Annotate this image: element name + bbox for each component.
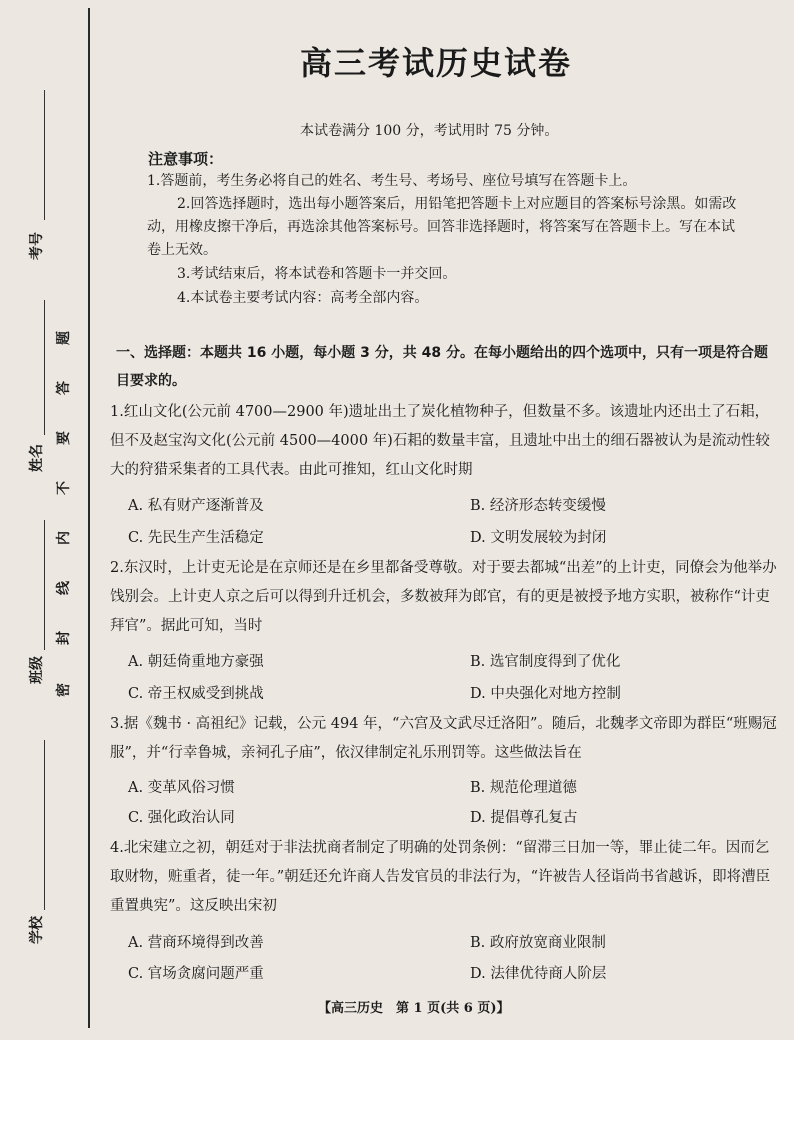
- option-c: C. 先民生产生活稳定: [128, 530, 264, 546]
- option-c: C. 帝王权威受到挑战: [128, 686, 264, 702]
- notice-item: 1.答题前，考生务必将自己的姓名、考生号、考场号、座位号填写在答题卡上。: [147, 173, 637, 189]
- seal-char: 封: [56, 631, 72, 645]
- school-line: [44, 740, 45, 910]
- seal-char: 密: [56, 683, 72, 697]
- page-footer: 【高三历史 第 1 页(共 6 页)】: [318, 1001, 510, 1016]
- notice-item: 2.回答选择题时，选出每小题答案后，用铅笔把答题卡上对应题目的答案标号涂黑。如需改动，用橡皮擦干净后，再选涂其他答案标号。回答非选择题时，将答案写在答题卡上。写在本试卷上无效。: [147, 196, 737, 258]
- option-c: C. 强化政治认同: [128, 810, 235, 826]
- notice-item: 4.本试卷主要考试内容：高考全部内容。: [177, 290, 429, 306]
- school-label: 学校: [29, 916, 45, 944]
- seal-char: 答: [56, 381, 72, 395]
- option-b: B. 经济形态转变缓慢: [470, 498, 606, 514]
- name-line: [44, 300, 45, 435]
- page-title: 高三考试历史试卷: [300, 44, 573, 82]
- name-label: 姓名: [29, 444, 45, 472]
- option-b: B. 政府放宽商业限制: [470, 935, 606, 951]
- option-a: A. 营商环境得到改善: [128, 935, 264, 951]
- binding-line: [88, 8, 90, 1028]
- option-d: D. 法律优待商人阶层: [470, 966, 607, 982]
- exam-number-line: [44, 90, 45, 220]
- seal-char: 线: [56, 581, 72, 595]
- option-d: D. 中央强化对地方控制: [470, 686, 621, 702]
- seal-char: 不: [56, 481, 72, 495]
- option-d: D. 提倡尊孔复古: [470, 810, 578, 826]
- question-stem: 2.东汉时，上计吏无论是在京师还是在乡里都备受尊敬。对于要去都城“出差”的上计吏，同僚会为他举办饯别会。上计吏人京之后可以得到升迁机会，多数被拜为郎官，有的更是被授予地方实职，被称作“计吏拜官”。据此可知，当时: [110, 560, 777, 634]
- seal-char: 题: [56, 331, 72, 345]
- question-stem: 4.北宋建立之初，朝廷对于非法扰商者制定了明确的处罚条例：“留滞三日加一等，罪止徒二年。因而乞取财物，赃重者，徒一年。”朝廷还允许商人告发官员的非法行为，“许被告人径诣尚书省越诉，即将漕臣重置典宪”。这反映出宋初: [110, 840, 771, 914]
- score-info: 本试卷满分 100 分，考试用时 75 分钟。: [300, 123, 559, 139]
- class-label: 班级: [29, 656, 45, 684]
- seal-char: 要: [56, 431, 72, 445]
- notice-heading: 注意事项：: [148, 150, 224, 168]
- option-a: A. 朝廷倚重地方豪强: [128, 654, 264, 670]
- question-stem: 3.据《魏书 · 高祖纪》记载，公元 494 年，“六宫及文武尽迁洛阳”。随后，北魏孝文帝即为群臣“班赐冠服”，并“行幸鲁城，亲祠孔子庙”，依汉律制定礼乐刑罚等。这些做法旨在: [110, 716, 777, 761]
- option-b: B. 选官制度得到了优化: [470, 654, 621, 670]
- seal-char: 内: [56, 531, 72, 545]
- option-c: C. 官场贪腐问题严重: [128, 966, 264, 982]
- question-stem: 1.红山文化(公元前 4700—2900 年)遗址出土了炭化植物种子，但数量不多。该遗址内还出土了石耜，但不及赵宝沟文化(公元前 4500—4000 年)石耜的数量丰富，且遗址中出土的细石器被认为是流动性较大的狩猎采集者的工具代表。由此可推知，红山文化时期: [110, 404, 770, 478]
- option-b: B. 规范伦理道德: [470, 780, 577, 796]
- section-heading: 一、选择题：本题共 16 小题，每小题 3 分，共 48 分。在每小题给出的四个选项中，只有一项是符合题目要求的。: [116, 345, 768, 389]
- exam-number-label: 考号: [29, 232, 45, 260]
- option-a: A. 私有财产逐渐普及: [128, 498, 264, 514]
- option-a: A. 变革风俗习惯: [128, 780, 235, 796]
- notice-item: 3.考试结束后，将本试卷和答题卡一并交回。: [177, 266, 457, 282]
- option-d: D. 文明发展较为封闭: [470, 530, 607, 546]
- class-line: [44, 520, 45, 650]
